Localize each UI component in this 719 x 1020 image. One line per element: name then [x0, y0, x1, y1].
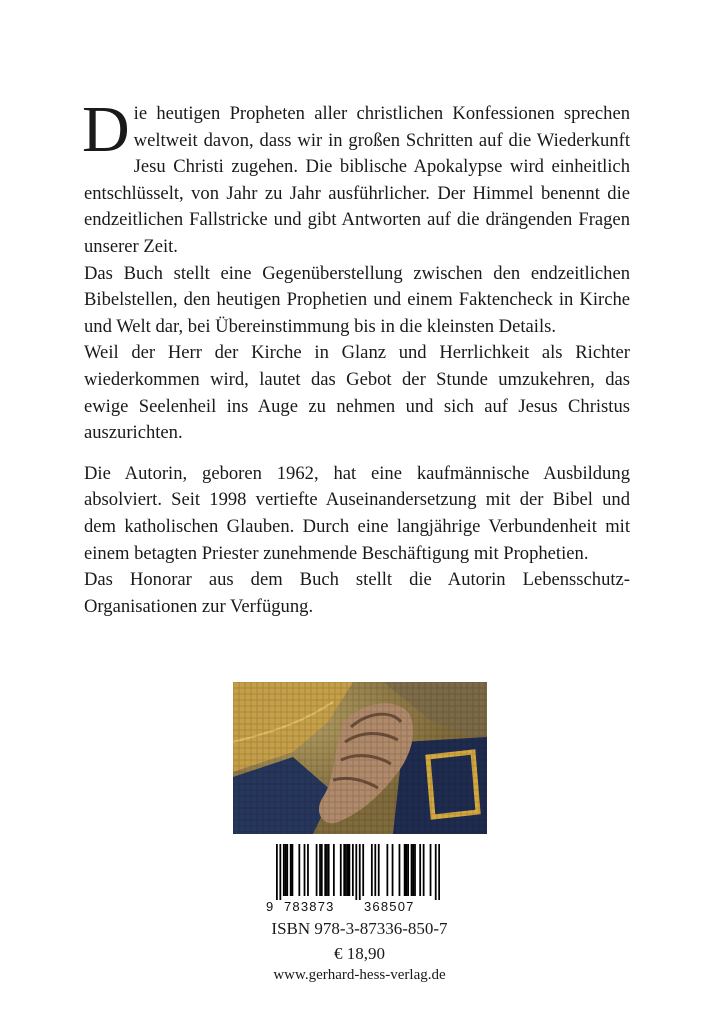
- barcode-bar: [292, 844, 294, 896]
- barcode-bar: [343, 844, 345, 896]
- barcode-bar: [283, 844, 285, 896]
- barcode-bar: [333, 844, 335, 896]
- mosaic-hand-image-svg: [233, 682, 487, 834]
- barcode-bar: [290, 844, 292, 896]
- mosaic-hand-image: [233, 682, 487, 834]
- isbn-text: ISBN 978-3-87336-850-7: [271, 919, 448, 938]
- barcode-bar: [374, 844, 376, 896]
- barcode-bar: [328, 844, 330, 896]
- barcode-bar: [345, 844, 347, 896]
- blurb-paragraph-1-text: ie heutigen Propheten aller christlichen Konfessionen sprechen weltweit davon, dass wir in großen Schritten auf die Wiederkunft Jesu Christi zugehen. Die biblische Apokalypse wird einheitlich entschlüsselt, von Jahr zu Jahr ausführlicher. Der Himmel benennt die endzeitlichen Fallstricke und gibt Antworten auf die drängenden Fragen unserer Zeit.: [84, 103, 630, 257]
- barcode-bar: [355, 844, 357, 900]
- barcode-bar: [349, 844, 351, 896]
- barcode-bar: [304, 844, 306, 896]
- barcode-bar: [412, 844, 414, 896]
- blurb-paragraph-2: Das Buch stellt eine Gegenüberstellung zwischen den endzeitlichen Bibelstellen, den heutigen Prophetien und einem Faktencheck in Kirche und Welt dar, bei Übereinstimmung bis in die kleinsten Details.: [84, 262, 630, 337]
- barcode-first-digit: 9: [266, 899, 274, 914]
- barcode-bar: [340, 844, 342, 896]
- barcode-left-group: 783873: [284, 899, 335, 914]
- barcode-bar: [404, 844, 406, 896]
- author-paragraph-1: Die Autorin, geboren 1962, hat eine kaufmännische Ausbildung absolviert. Seit 1998 vertiefte Auseinandersetzung mit der Bibel und dem katholischen Glauben. Durch eine langjährige Verbundenheit mit einem betagten Priester zunehmende Beschäftigung mit Prophetien.: [84, 462, 630, 564]
- barcode-bar: [321, 844, 323, 896]
- blurb-paragraph-1: [82, 93, 630, 261]
- barcode-bar: [423, 844, 425, 896]
- barcode-bar: [378, 844, 380, 896]
- barcode-bar: [407, 844, 409, 896]
- barcode-bar: [359, 844, 361, 900]
- barcode-bar: [411, 844, 413, 896]
- barcode-bar: [399, 844, 401, 896]
- blurb-paragraph-3: Weil der Herr der Kirche in Glanz und Herrlichkeit als Richter wiederkommen wird, lautet das Gebot der Stunde umzukehren, das ewige Seelenheil ins Auge zu nehmen und sich auf Jesus Christus auszurichten.: [84, 342, 630, 444]
- barcode-digits: [262, 900, 454, 914]
- barcode-bar: [438, 844, 440, 900]
- barcode-right-group: 368507: [364, 899, 415, 914]
- barcode-bar: [371, 844, 373, 896]
- barcode-bar: [319, 844, 321, 896]
- barcode-bar: [324, 844, 326, 896]
- isbn-barcode: [262, 834, 454, 916]
- dropcap-letter: D: [82, 93, 130, 166]
- barcode-bar: [279, 844, 281, 900]
- barcode-bar: [414, 844, 416, 896]
- barcode-bar: [286, 844, 288, 896]
- barcode-bar: [430, 844, 432, 896]
- barcode-bar: [316, 844, 318, 896]
- barcode-bar: [347, 844, 349, 896]
- barcode-bar: [392, 844, 394, 896]
- barcode-bar: [326, 844, 328, 896]
- barcode-bars: [276, 844, 440, 900]
- barcode-bar: [419, 844, 421, 896]
- barcode-bar: [298, 844, 300, 896]
- author-paragraph-2: Das Honorar aus dem Buch stellt die Autorin Lebensschutz-Organisationen zur Verfügung.: [84, 569, 630, 617]
- barcode-bar: [352, 844, 354, 896]
- barcode-bar: [276, 844, 278, 900]
- barcode-bar: [386, 844, 388, 896]
- barcode-bar: [362, 844, 364, 896]
- publisher-website: www.gerhard-hess-verlag.de: [273, 967, 446, 983]
- barcode-bar: [285, 844, 287, 896]
- barcode-bar: [435, 844, 437, 900]
- back-cover-text: [82, 93, 630, 620]
- barcode-bar: [307, 844, 309, 896]
- price-text: € 18,90: [334, 944, 385, 963]
- barcode-bar: [405, 844, 407, 896]
